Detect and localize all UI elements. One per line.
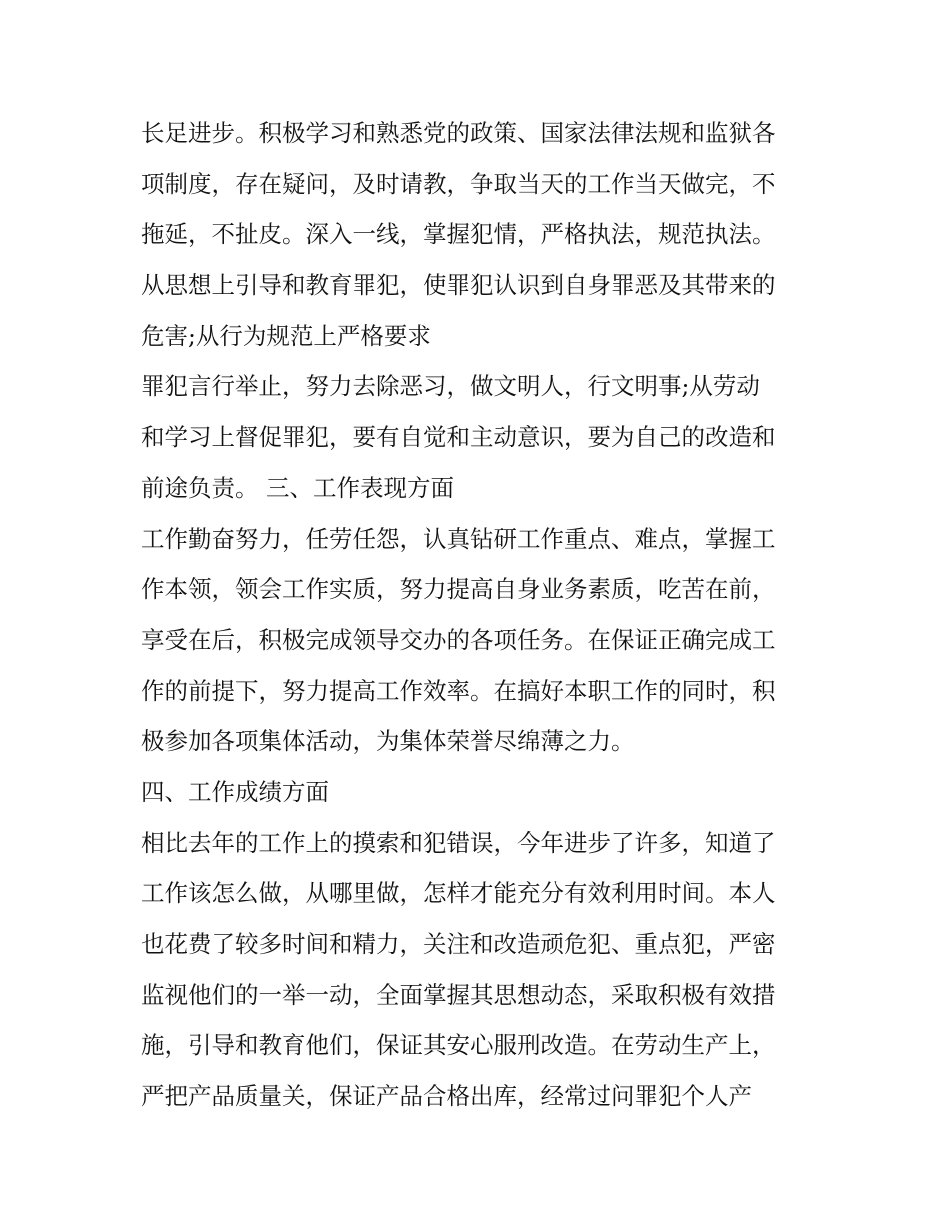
body-text [141, 108, 821, 1122]
text-line: 施，引导和教育他们，保证其安心服刑改造。在劳动生产上， [141, 1031, 776, 1060]
text-line: 项制度，存在疑问，及时请教，争取当天的工作当天做完，不 [141, 169, 776, 198]
text-line: 相比去年的工作上的摸索和犯错误，今年进步了许多，知道了 [141, 828, 776, 857]
section-heading-line: 前途负责。 三、工作表现方面 [141, 473, 454, 502]
text-line: 作的前提下，努力提高工作效率。在搞好本职工作的同时，积 [141, 676, 776, 705]
text-line: 监视他们的一举一动，全面掌握其思想动态，采取积极有效措 [141, 980, 776, 1009]
text-line: 作本领，领会工作实质，努力提高自身业务素质，吃苦在前， [141, 575, 776, 604]
text-line: 享受在后，积极完成领导交办的各项任务。在保证正确完成工 [141, 625, 776, 654]
text-line: 严把产品质量关，保证产品合格出库，经常过问罪犯个人产 [141, 1082, 752, 1111]
text-line: 工作勤奋努力，任劳任怨，认真钻研工作重点、难点，掌握工 [141, 524, 776, 553]
text-line: 从思想上引导和教育罪犯，使罪犯认识到自身罪恶及其带来的 [141, 271, 776, 300]
text-line: 工作该怎么做，从哪里做，怎样才能充分有效利用时间。本人 [141, 879, 776, 908]
text-line: 极参加各项集体活动，为集体荣誉尽绵薄之力。 [141, 727, 635, 756]
section-heading: 四、工作成绩方面 [141, 777, 329, 806]
text-line: 和学习上督促罪犯，要有自觉和主动意识，要为自己的改造和 [141, 423, 776, 452]
text-line: 罪犯言行举止，努力去除恶习，做文明人，行文明事;从劳动 [141, 372, 760, 401]
text-line: 危害;从行为规范上严格要求 [141, 321, 431, 350]
text-line: 拖延，不扯皮。深入一线，掌握犯情，严格执法，规范执法。 [141, 220, 776, 249]
text-line: 也花费了较多时间和精力，关注和改造顽危犯、重点犯，严密 [141, 930, 776, 958]
text-line: 长足进步。积极学习和熟悉党的政策、国家法律法规和监狱各 [141, 119, 776, 147]
